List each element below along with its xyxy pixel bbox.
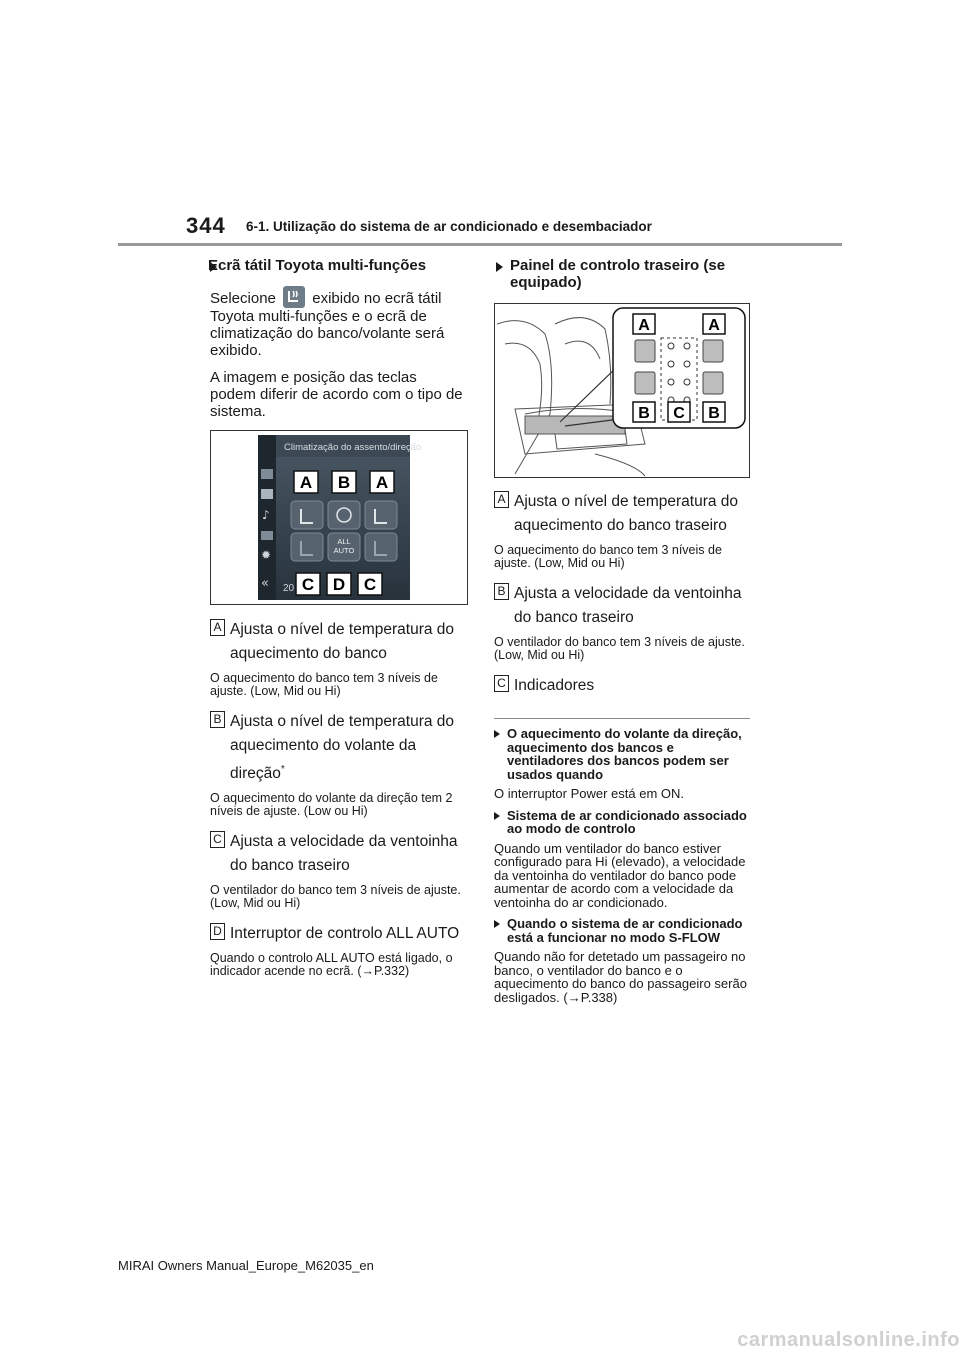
- right-heading: [494, 257, 750, 291]
- right-heading-text: Painel de controlo traseiro (se equipado): [510, 257, 726, 291]
- callout-b: B: [337, 473, 351, 492]
- svg-text:ALL: ALL: [337, 537, 351, 546]
- item-label: Ajusta a velocidade da ventoinha do banco traseiro: [230, 833, 458, 875]
- svg-text:20: 20: [283, 583, 295, 594]
- svg-text:AUTO: AUTO: [333, 546, 355, 555]
- left-item-a: [210, 618, 466, 666]
- callout-a-right: A: [708, 317, 720, 334]
- header-rule: [118, 243, 842, 246]
- item-desc: O aquecimento do banco tem 3 níveis de ajuste. (Low, Mid ou Hi): [210, 671, 438, 698]
- note-text: Quando não for detetado um passageiro no banco, o ventilador do banco e o aquecimento do banco do passageiro serão desligados. (→P.338): [494, 949, 747, 1005]
- callout-c: C: [673, 405, 685, 422]
- svg-text:♪: ♪: [262, 508, 270, 522]
- item-desc: O aquecimento do banco tem 3 níveis de ajuste. (Low, Mid ou Hi): [494, 543, 722, 570]
- item-desc: O aquecimento do volante da direção tem 2 níveis de ajuste. (Low ou Hi): [210, 791, 453, 819]
- callout-a-left: A: [638, 317, 650, 334]
- callout-b-right: B: [708, 405, 720, 422]
- item-letter: D: [210, 923, 225, 940]
- footnote-marker: *: [280, 764, 285, 775]
- item-label: Interruptor de controlo ALL AUTO: [230, 925, 460, 943]
- page-number: 344: [186, 213, 226, 238]
- left-item-b: [210, 710, 466, 786]
- item-letter: A: [494, 491, 509, 508]
- multimedia-screen-illustration: [211, 431, 467, 604]
- intro-after-icon: exibido no ecrã tátil Toyota multi-funções e o ecrã de climatização do banco/volante será exibido.: [210, 290, 445, 359]
- left-column: [210, 257, 466, 420]
- right-column: [494, 257, 750, 291]
- right-items: [494, 478, 750, 1004]
- item-label: Indicadores: [514, 677, 595, 694]
- left-heading-text: Ecrã tátil Toyota multi-funções: [208, 257, 427, 274]
- left-items: [210, 606, 466, 978]
- right-item-b: [494, 582, 750, 630]
- note-heading: O aquecimento do volante da direção, aquecimento dos bancos e ventiladores dos bancos podem ser usados quando: [494, 727, 750, 781]
- item-letter: A: [210, 619, 225, 636]
- right-item-a: [494, 490, 750, 538]
- item-letter: C: [210, 831, 225, 848]
- screen-title: Climatização do assento/direção: [284, 442, 422, 453]
- item-desc: O ventilador do banco tem 3 níveis de ajuste. (Low, Mid ou Hi): [494, 635, 745, 662]
- item-letter: C: [494, 675, 509, 692]
- svg-text:«: «: [261, 576, 269, 591]
- callout-a-left: A: [299, 473, 313, 492]
- item-label-text: Ajusta o nível de temperatura do aquecimento do volante da direção: [230, 713, 455, 783]
- callout-c-right: C: [363, 575, 377, 594]
- seat-climate-icon: [283, 286, 305, 308]
- note-heading: Quando o sistema de ar condicionado está a funcionar no modo S-FLOW: [494, 917, 750, 944]
- item-label: Ajusta o nível de temperatura do aquecimento do banco: [230, 621, 455, 662]
- item-desc: O ventilador do banco tem 3 níveis de ajuste. (Low, Mid ou Hi): [210, 883, 461, 911]
- left-heading: [208, 257, 466, 274]
- item-letter: B: [210, 711, 225, 728]
- footer-text: MIRAI Owners Manual_Europe_M62035_en: [118, 1258, 374, 1273]
- callout-b-left: B: [638, 405, 650, 422]
- right-figure: [494, 303, 750, 478]
- note-heading: Sistema de ar condicionado associado ao modo de controlo: [494, 809, 750, 836]
- watermark: carmanualsonline.info: [737, 1329, 960, 1351]
- callout-a-right: A: [375, 473, 389, 492]
- right-item-c: [494, 674, 750, 698]
- note-text: Quando um ventilador do banco estiver configurado para Hi (elevado), a velocidade da ventoinha do ventilador do banco pode aumentar de acordo com a velocidade da ventoinha do ar condicionado.: [494, 840, 746, 910]
- item-label: Ajusta a velocidade da ventoinha do banco traseiro: [514, 585, 742, 626]
- left-item-c: [210, 830, 466, 878]
- left-item-d: [210, 922, 466, 946]
- rear-control-panel-illustration: [495, 304, 749, 477]
- item-desc: Quando o controlo ALL AUTO está ligado, o indicador acende no ecrã. (→P.332): [210, 951, 453, 979]
- callout-d: D: [332, 575, 346, 594]
- item-label: Ajusta o nível de temperatura do aquecimento do banco traseiro: [514, 493, 739, 534]
- left-intro2: A imagem e posição das teclas podem diferir de acordo com o tipo de sistema.: [210, 369, 463, 420]
- note-text: O interruptor Power está em ON.: [494, 786, 685, 801]
- intro-before-icon: Selecione: [210, 290, 276, 307]
- item-label: [230, 710, 466, 786]
- left-intro: [210, 286, 466, 359]
- note-divider: [494, 718, 750, 719]
- section-title: 6-1. Utilização do sistema de ar condicionado e desembaciador: [246, 219, 652, 234]
- svg-text:✹: ✹: [261, 548, 272, 562]
- callout-c-left: C: [301, 575, 315, 594]
- left-figure: [210, 430, 468, 605]
- item-letter: B: [494, 583, 509, 600]
